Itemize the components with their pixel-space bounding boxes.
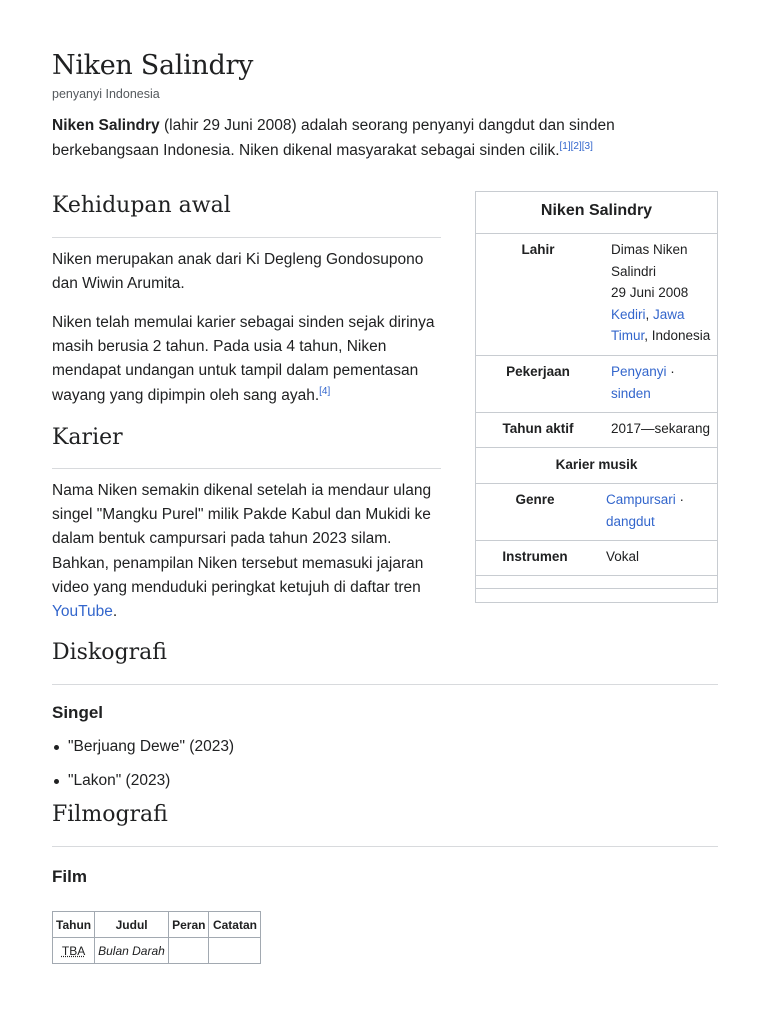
career-text: Nama Niken semakin dikenal setelah ia mendaur ulang singel "Mangku Purel" milik Pakde Kabul dan Mukidi ke dalam bentuk campursari pada tahun 2023 silam. Bahkan, penampilan Niken tersebut memasuki jajaran video yang menduduki peringkat ketujuh di daftar tren (52, 482, 432, 596)
film-table (52, 911, 261, 964)
section-divider (52, 237, 441, 238)
section-heading-early-life: Kehidupan awal (52, 193, 231, 218)
ref-link-3[interactable]: [3] (581, 140, 593, 152)
birth-country: , Indonesia (644, 328, 711, 343)
ref-link-1[interactable]: [1] (559, 140, 571, 152)
table-row (53, 938, 261, 964)
subheading-film: Film (52, 867, 87, 886)
lead-text: (lahir 29 Juni 2008) adalah seorang penyanyi dangdut dan sinden berkebangsaan Indonesia. Niken dikenal masyarakat sebagai sinden cilik. (52, 117, 615, 159)
infobox-label-genre: Genre (515, 492, 555, 507)
section-divider (52, 846, 718, 847)
dangdut-link[interactable]: dangdut (606, 513, 655, 529)
infobox-label-lahir: Lahir (521, 242, 555, 257)
infobox-value-instrumen: Vokal (606, 549, 640, 564)
jawa-timur-link-part-2[interactable]: Timur (611, 328, 645, 343)
ref-link-4[interactable]: [4] (319, 385, 331, 397)
cell-catatan (209, 938, 261, 964)
infobox-value-lahir (611, 239, 719, 347)
page-subtitle: penyanyi Indonesia (52, 87, 160, 101)
section-divider (52, 684, 718, 685)
infobox-row-genre (476, 484, 717, 541)
infobox-row-tahun-aktif (476, 413, 717, 448)
infobox-row-instrumen (476, 541, 717, 576)
infobox-row-lahir (476, 234, 717, 356)
section-heading-filmography: Filmografi (52, 802, 168, 827)
early-life-paragraph-2 (52, 311, 442, 408)
section-heading-career: Karier (52, 425, 123, 450)
column-header-peran: Peran (169, 912, 209, 938)
cell-peran (169, 938, 209, 964)
cell-judul: Bulan Darah (95, 938, 169, 964)
campursari-link[interactable]: Campursari (606, 492, 676, 507)
lead-paragraph (52, 114, 722, 163)
infobox-value-pekerjaan (611, 361, 716, 404)
list-item: "Berjuang Dewe" (2023) (52, 736, 234, 770)
place-separator: , (645, 306, 654, 322)
section-divider (52, 468, 441, 469)
list-item: "Lakon" (2023) (52, 770, 234, 804)
birth-name-line-1: Dimas Niken (611, 242, 688, 257)
career-end: . (112, 603, 118, 621)
infobox-value-tahun-aktif: 2017—sekarang (611, 421, 711, 436)
early-life-paragraph-1: Niken merupakan anak dari Ki Degleng Gondosupono dan Wiwin Arumita. (52, 251, 424, 293)
infobox-section-header: Karier musik (476, 448, 717, 484)
singles-list (52, 736, 234, 803)
birth-date: 29 Juni 2008 (611, 285, 689, 300)
separator-dot: · (666, 364, 675, 379)
infobox-label-pekerjaan: Pekerjaan (506, 364, 570, 379)
infobox-row-pekerjaan (476, 356, 717, 413)
infobox-title: Niken Salindry (476, 192, 717, 234)
infobox (475, 191, 718, 603)
infobox-label-instrumen: Instrumen (502, 549, 568, 564)
subheading-singel: Singel (52, 703, 104, 722)
section-heading-discography: Diskografi (52, 640, 167, 665)
ref-link-2[interactable]: [2] (570, 140, 582, 152)
page-title: Niken Salindry (52, 50, 254, 81)
separator-dot: · (675, 492, 685, 507)
column-header-judul: Judul (95, 912, 169, 938)
career-paragraph (52, 479, 442, 624)
column-header-catatan: Catatan (209, 912, 261, 938)
jawa-timur-link-part-1[interactable]: Jawa (653, 306, 685, 322)
infobox-label-tahun-aktif: Tahun aktif (502, 421, 574, 436)
kediri-link[interactable]: Kediri (611, 306, 646, 322)
birth-name-line-2: Salindri (611, 263, 657, 279)
infobox-empty-row (476, 576, 717, 589)
sinden-link[interactable]: sinden (611, 385, 651, 401)
infobox-value-genre (606, 489, 716, 532)
column-header-tahun: Tahun (53, 912, 95, 938)
youtube-link[interactable]: YouTube (52, 603, 113, 621)
penyanyi-link[interactable]: Penyanyi (611, 364, 667, 379)
table-header-row (53, 912, 261, 938)
early-life-text: Niken telah memulai karier sebagai sinden sejak dirinya masih berusia 2 tahun. Pada usia 4 tahun, Niken mendapat undangan untuk tampil dalam pementasan wayang yang dipimpin oleh sang ayah. (52, 314, 435, 404)
cell-tahun: TBA (53, 938, 95, 964)
lead-name: Niken Salindry (52, 117, 160, 134)
